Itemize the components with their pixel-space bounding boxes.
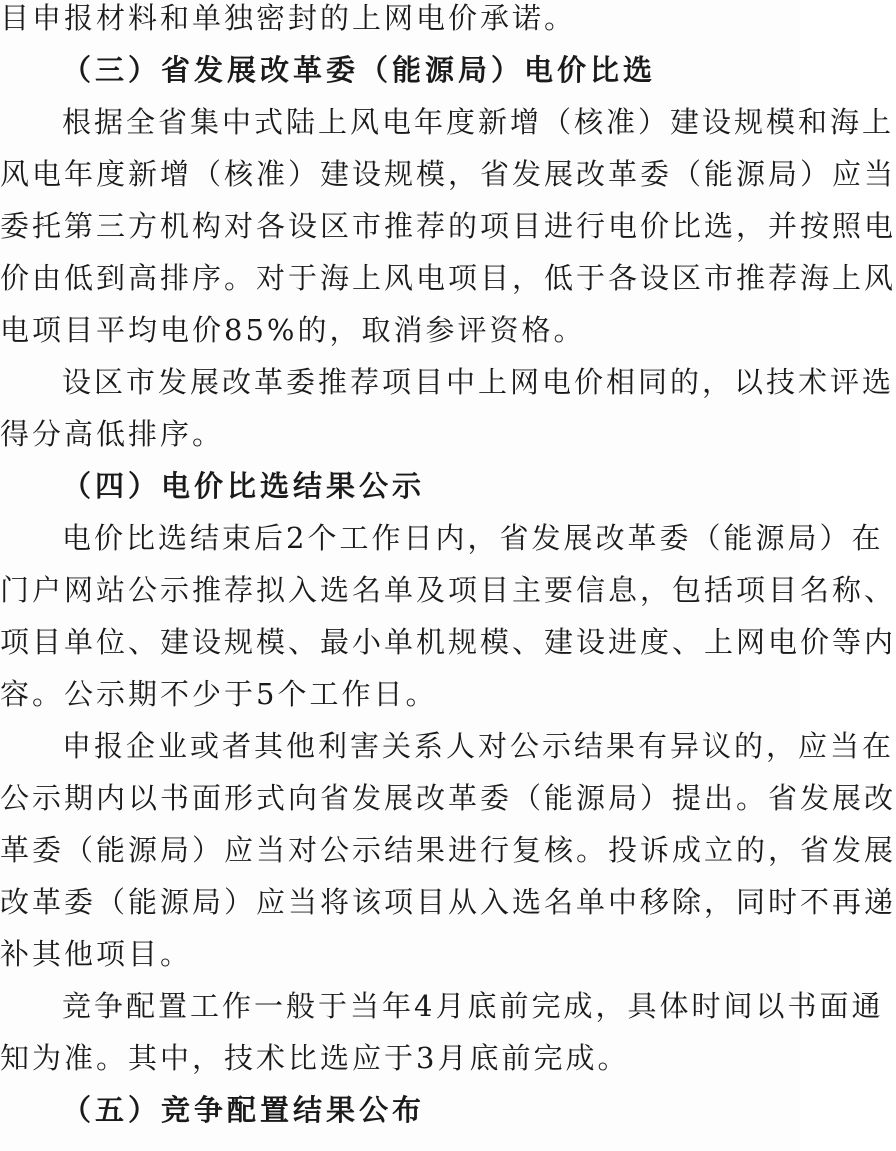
section-heading-4: （四）电价比选结果公示 (62, 469, 426, 503)
text-line-19: 补其他项目。 (0, 937, 193, 971)
text-line-18: 改革委（能源局）应当将该项目从入选名单中移除，同时不再递 (0, 885, 896, 919)
text-line-4: 风电年度新增（核准）建设规模，省发展改革委（能源局）应当 (0, 157, 896, 191)
section-heading-5: （五）竞争配置结果公布 (62, 1093, 426, 1127)
text-line-20: 竞争配置工作一般于当年4月底前完成，具体时间以书面通 (62, 989, 884, 1023)
text-line-9: 得分高低排序。 (0, 417, 225, 451)
text-line-5: 委托第三方机构对各设区市推荐的项目进行电价比选，并按照电 (0, 209, 896, 243)
text-line-1: 目申报材料和单独密封的上网电价承诺。 (0, 1, 577, 35)
text-line-15: 申报企业或者其他利害关系人对公示结果有异议的，应当在 (62, 729, 895, 763)
text-line-13: 项目单位、建设规模、最小单机规模、建设进度、上网电价等内 (0, 625, 896, 659)
text-line-3: 根据全省集中式陆上风电年度新增（核准）建设规模和海上 (62, 105, 895, 139)
text-line-7: 电项目平均电价85%的，取消参评资格。 (0, 313, 586, 347)
text-line-11: 电价比选结束后2个工作日内，省发展改革委（能源局）在 (62, 521, 884, 555)
text-line-8: 设区市发展改革委推荐项目中上网电价相同的，以技术评选 (62, 365, 895, 399)
text-line-12: 门户网站公示推荐拟入选名单及项目主要信息，包括项目名称、 (0, 573, 896, 607)
text-line-14: 容。公示期不少于5个工作日。 (0, 677, 438, 711)
text-line-17: 革委（能源局）应当对公示结果进行复核。投诉成立的，省发展 (0, 833, 896, 867)
text-line-6: 价由低到高排序。对于海上风电项目，低于各设区市推荐海上风 (0, 261, 896, 295)
section-heading-3: （三）省发展改革委（能源局）电价比选 (62, 53, 657, 87)
text-line-16: 公示期内以书面形式向省发展改革委（能源局）提出。省发展改 (0, 781, 896, 815)
text-line-21: 知为准。其中，技术比选应于3月底前完成。 (0, 1041, 630, 1075)
